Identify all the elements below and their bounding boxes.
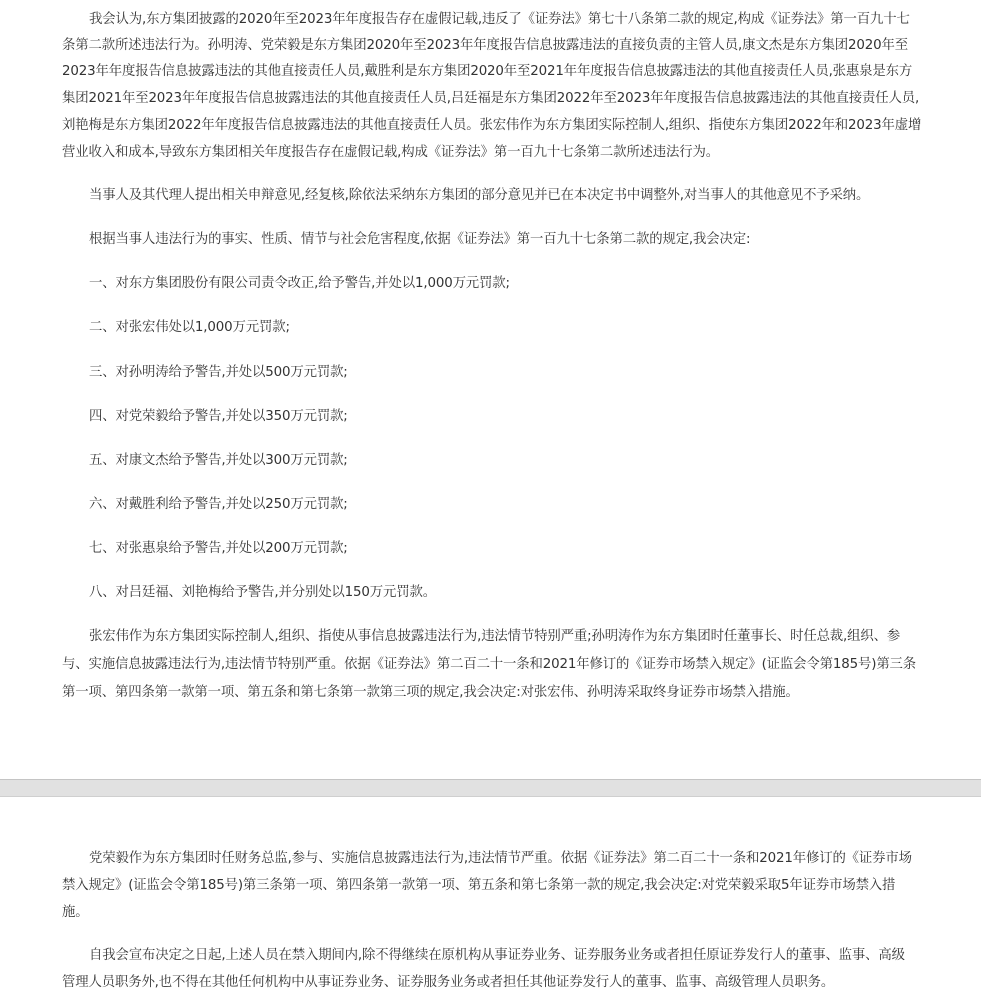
penalty-item: 七、对张惠泉给予警告,并处以200万元罚款; <box>89 541 348 556</box>
paragraph-ban-lifetime-line: 与、实施信息披露违法行为,违法情节特别严重。依据《证券法》第二百二十一条和2021年修订的《证券市场禁入规定》(证监会令第185号)第三条 <box>62 657 917 672</box>
paragraph-ban-5yr-line: 施。 <box>62 905 89 920</box>
paragraph-finding-line: 2023年年度报告信息披露违法的其他直接责任人员,戴胜利是东方集团2020年至2021年年度报告信息披露违法的其他直接责任人员,张惠泉是东方 <box>62 64 913 79</box>
paragraph-review: 当事人及其代理人提出相关申辩意见,经复核,除依法采纳东方集团的部分意见并已在本决定书中调整外,对当事人的其他意见不予采纳。 <box>89 188 870 203</box>
page-separator <box>0 779 981 797</box>
paragraph-ban-scope-line: 管理人员职务外,也不得在其他任何机构中从事证券业务、证券服务业务或者担任其他证券发行人的董事、监事、高级管理人员职务。 <box>62 975 835 990</box>
document-page-2 <box>0 797 981 1005</box>
paragraph-finding-line: 集团2021年至2023年年度报告信息披露违法的其他直接责任人员,吕廷福是东方集团2022年至2023年年度报告信息披露违法的其他直接责任人员, <box>62 91 920 106</box>
paragraph-ban-5yr-line: 禁入规定》(证监会令第185号)第三条第一项、第四条第一款第一项、第五条和第七条第一款的规定,我会决定:对党荣毅采取5年证券市场禁入措 <box>62 878 896 893</box>
penalty-item: 三、对孙明涛给予警告,并处以500万元罚款; <box>89 365 348 380</box>
penalty-item: 一、对东方集团股份有限公司责令改正,给予警告,并处以1,000万元罚款; <box>89 276 510 291</box>
paragraph-finding-line: 刘艳梅是东方集团2022年年度报告信息披露违法的其他直接责任人员。张宏伟作为东方集团实际控制人,组织、指使东方集团2022年和2023年虚增 <box>62 118 922 133</box>
penalty-item: 二、对张宏伟处以1,000万元罚款; <box>89 320 290 335</box>
paragraph-ban-lifetime-line: 第一项、第四条第一款第一项、第五条和第七条第一款第三项的规定,我会决定:对张宏伟、孙明涛采取终身证券市场禁入措施。 <box>62 685 799 700</box>
paragraph-finding-line: 条第二款所述违法行为。孙明涛、党荣毅是东方集团2020年至2023年年度报告信息披露违法的直接负责的主管人员,康文杰是东方集团2020年至 <box>62 38 909 53</box>
paragraph-ban-lifetime-line: 张宏伟作为东方集团实际控制人,组织、指使从事信息披露违法行为,违法情节特别严重;孙明涛作为东方集团时任董事长、时任总裁,组织、参 <box>89 629 901 644</box>
paragraph-basis: 根据当事人违法行为的事实、性质、情节与社会危害程度,依据《证券法》第一百九十七条第二款的规定,我会决定: <box>89 232 751 247</box>
paragraph-ban-5yr-line: 党荣毅作为东方集团时任财务总监,参与、实施信息披露违法行为,违法情节严重。依据《证券法》第二百二十一条和2021年修订的《证券市场 <box>89 851 912 866</box>
penalty-item: 八、对吕廷福、刘艳梅给予警告,并分别处以150万元罚款。 <box>89 585 436 600</box>
paragraph-finding-line: 我会认为,东方集团披露的2020年至2023年年度报告存在虚假记载,违反了《证券法》第七十八条第二款的规定,构成《证券法》第一百九十七 <box>89 12 910 27</box>
paragraph-finding-line: 营业收入和成本,导致东方集团相关年度报告存在虚假记载,构成《证券法》第一百九十七条第二款所述违法行为。 <box>62 145 720 160</box>
penalty-item: 五、对康文杰给予警告,并处以300万元罚款; <box>89 453 348 468</box>
penalty-item: 四、对党荣毅给予警告,并处以350万元罚款; <box>89 409 348 424</box>
paragraph-ban-scope-line: 自我会宣布决定之日起,上述人员在禁入期间内,除不得继续在原机构从事证券业务、证券服务业务或者担任原证券发行人的董事、监事、高级 <box>89 948 905 963</box>
penalty-item: 六、对戴胜利给予警告,并处以250万元罚款; <box>89 497 348 512</box>
